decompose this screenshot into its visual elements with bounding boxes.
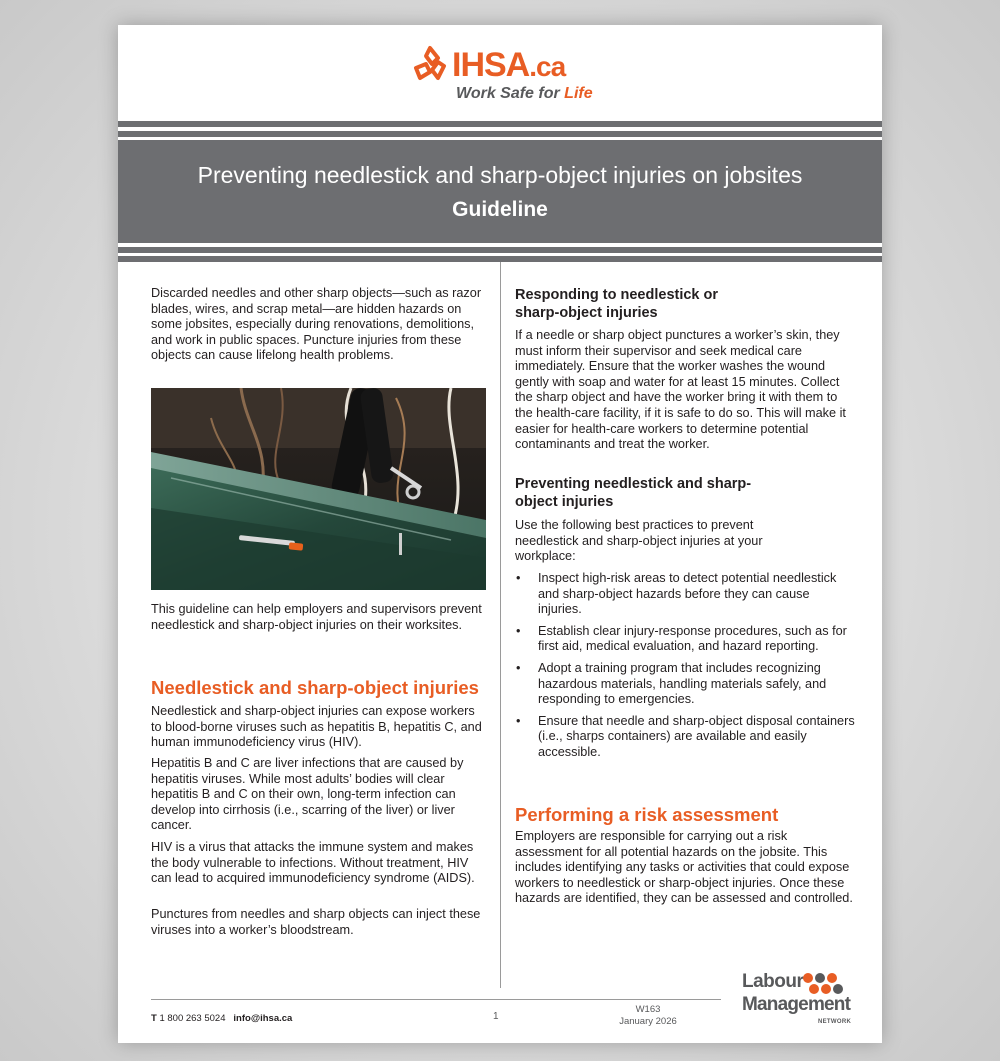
punctures-paragraph: Punctures from needles and sharp objects can inject these viruses into a worker’s bloodstream. [151,907,481,937]
labour-management-network-logo[interactable] [738,969,858,1034]
section-heading-injuries: Needlestick and sharp-object injuries [151,677,479,698]
ihsa-leaf-icon [408,42,452,86]
section-heading-risk: Performing a risk assessment [515,804,779,825]
header-rule [118,121,882,127]
footer-phone[interactable]: 1 800 263 5024 [159,1013,226,1024]
doc-date: January 2026 [619,1016,677,1027]
lmn-line1: Labour [742,971,804,992]
header-rule [118,131,882,137]
preventing-intro: Use the following best practices to prevent needlestick and sharp-object injuries at your workplace: [515,518,763,564]
needle-in-container-image [151,388,486,590]
footer-email[interactable]: info@ihsa.ca [233,1013,293,1024]
purpose-paragraph: This guideline can help employers and supervisors prevent needlestick and sharp-object injuries on their worksites. [151,602,482,632]
intro-paragraph: Discarded needles and other sharp objects—such as razor blades, wires, and scrap metal—are hidden hazards on some jobsites, especially during renovations, demolitions, and work in public spaces. Puncture injuries from these objects can cause lifelong health problems. [151,286,482,363]
lmn-line3: NETWORK [818,1019,852,1025]
document-page [118,25,882,1043]
document-code [598,1004,698,1028]
phone-prefix: T [151,1013,157,1024]
page-subtitle: Guideline [452,198,548,221]
lmn-line2: Management [742,994,851,1015]
logo-tagline: Work Safe for Life [456,85,593,102]
list-item: • Adopt a training program that includes recognizing hazardous materials, handling materials safely, and responding to emergencies. [515,661,855,708]
responding-paragraph: If a needle or sharp object punctures a worker’s skin, they must inform their supervisor and seek medical care immediately. Ensure that the worker washes the wound gently with soap and water for at least 15 minutes. Collect the sharp object and have the worker bring it with them to the health-care facility, if it is safe to do so. This will make it easier for health-care workers to determine potential contaminants and treat the worker. [515,328,846,452]
logo-wordmark: IHSA.ca [452,46,566,84]
list-item: • Inspect high-risk areas to detect potential needlestick and sharp-object hazards before they can cause injuries. [515,571,855,618]
injuries-paragraph: Needlestick and sharp-object injuries can expose workers to blood-borne viruses such as hepatitis B, hepatitis C, and human immunodeficiency virus (HIV). [151,704,482,750]
footer-rule [151,999,721,1000]
jobsite-photo [151,388,486,590]
list-item: • Establish clear injury-response procedures, such as for first aid, medical evaluation, and hazard reporting. [515,624,855,655]
best-practices-list [515,571,855,767]
section-heading-responding: Responding to needlestick or sharp-object injuries [515,287,719,321]
page-title: Preventing needlestick and sharp-object injuries on jobsites [197,162,803,188]
list-item: • Ensure that needle and sharp-object disposal containers (i.e., sharps containers) are available and easily accessible. [515,714,855,761]
hiv-paragraph: HIV is a virus that attacks the immune system and makes the body vulnerable to infections. Without treatment, HIV can lead to acquired immunodeficiency syndrome (AIDS). [151,840,475,886]
hepatitis-paragraph: Hepatitis B and C are liver infections that are caused by hepatitis viruses. While most adults’ bodies will clear hepatitis B and C on their own, long-term infection can develop into cirrhosis (i.e., scarring of the liver) or liver cancer. [151,756,464,833]
title-banner [118,140,882,243]
page-number: 1 [493,1011,499,1022]
doc-code: W163 [635,1004,661,1015]
header-rule [118,247,882,253]
section-heading-preventing: Preventing needlestick and sharp-object injuries [515,476,752,510]
footer-contact [151,1013,292,1024]
risk-paragraph: Employers are responsible for carrying out a risk assessment for all potential hazards on the jobsite. This includes identifying any tasks or activities that could expose workers to needlestick or sharp-object injuries. Once these hazards are identified, they can be assessed and controlled. [515,829,853,906]
column-divider [500,262,501,988]
ihsa-logo[interactable] [408,42,598,107]
